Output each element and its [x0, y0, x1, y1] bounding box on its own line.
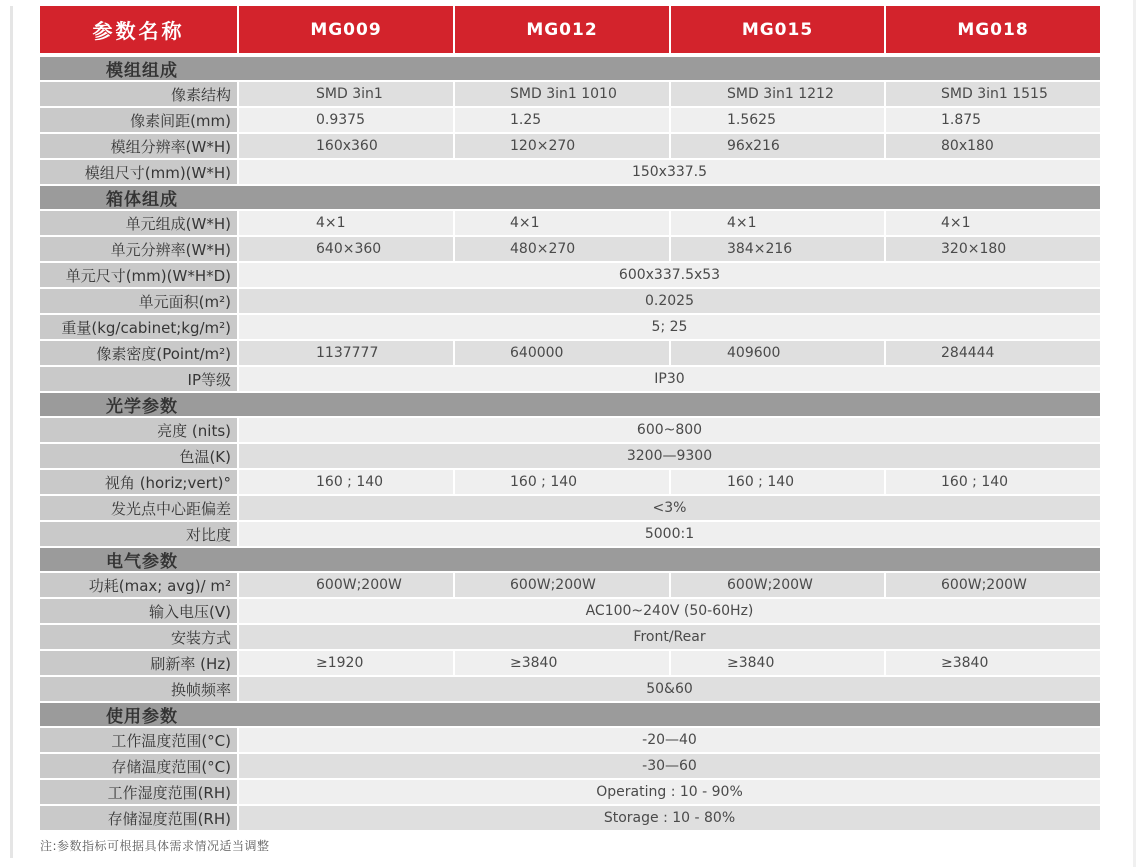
table-row: [40, 599, 1100, 623]
row-label: 像素结构: [40, 82, 237, 106]
value-cell: 160 ; 140: [886, 470, 1100, 494]
table-row: [40, 625, 1100, 649]
value-cell: 4×1: [886, 211, 1100, 235]
spec-table: [40, 6, 1100, 832]
table-row: [40, 237, 1100, 261]
footnote: 注:参数指标可根据具体需求情况适当调整: [40, 839, 270, 853]
value-cell: 640×360: [239, 237, 453, 261]
value-cell: ≥3840: [671, 651, 884, 675]
page-edge-left: [10, 6, 13, 858]
value-cell: 480×270: [455, 237, 669, 261]
value-cell: 320×180: [886, 237, 1100, 261]
value-cell: ≥3840: [886, 651, 1100, 675]
table-row: [40, 418, 1100, 442]
row-label: IP等级: [40, 367, 237, 391]
table-row: [40, 134, 1100, 158]
row-label: 安装方式: [40, 625, 237, 649]
row-label: 亮度 (nits): [40, 418, 237, 442]
merged-value-cell: 5; 25: [239, 315, 1100, 339]
table-row: [40, 780, 1100, 804]
header-model-mg015: MG015: [671, 6, 884, 53]
value-cell: SMD 3in1 1212: [671, 82, 884, 106]
row-label: 发光点中心距偏差: [40, 496, 237, 520]
value-cell: 600W;200W: [671, 573, 884, 597]
merged-value-cell: 600x337.5x53: [239, 263, 1100, 287]
value-cell: ≥1920: [239, 651, 453, 675]
row-label: 换帧频率: [40, 677, 237, 701]
value-cell: 600W;200W: [239, 573, 453, 597]
row-label: 单元组成(W*H): [40, 211, 237, 235]
table-row: [40, 315, 1100, 339]
section-title: 使用参数: [106, 707, 178, 727]
section-title: 箱体组成: [106, 190, 178, 210]
table-row: [40, 82, 1100, 106]
table-row: [40, 522, 1100, 546]
value-cell: SMD 3in1: [239, 82, 453, 106]
merged-value-cell: Operating : 10 - 90%: [239, 780, 1100, 804]
table-header-row: [40, 6, 1100, 53]
value-cell: 1.5625: [671, 108, 884, 132]
merged-value-cell: 150x337.5: [239, 160, 1100, 184]
table-row: [40, 341, 1100, 365]
table-row: [40, 728, 1100, 752]
section-header: [40, 548, 1100, 571]
value-cell: 640000: [455, 341, 669, 365]
row-label: 工作温度范围(°C): [40, 728, 237, 752]
value-cell: 4×1: [239, 211, 453, 235]
merged-value-cell: 0.2025: [239, 289, 1100, 313]
value-cell: 0.9375: [239, 108, 453, 132]
value-cell: 4×1: [671, 211, 884, 235]
section-header: [40, 57, 1100, 80]
merged-value-cell: 5000:1: [239, 522, 1100, 546]
header-param-name: 参数名称: [40, 6, 237, 53]
merged-value-cell: -30—60: [239, 754, 1100, 778]
table-row: [40, 470, 1100, 494]
merged-value-cell: 3200—9300: [239, 444, 1100, 468]
page-edge-right: [1133, 0, 1136, 867]
value-cell: 80x180: [886, 134, 1100, 158]
section-header: [40, 393, 1100, 416]
value-cell: 160 ; 140: [455, 470, 669, 494]
row-label: 输入电压(V): [40, 599, 237, 623]
section-title: 电气参数: [106, 552, 178, 572]
row-label: 色温(K): [40, 444, 237, 468]
merged-value-cell: 50&60: [239, 677, 1100, 701]
header-model-mg009: MG009: [239, 6, 453, 53]
table-body: [40, 57, 1100, 830]
section-header: [40, 186, 1100, 209]
merged-value-cell: AC100~240V (50-60Hz): [239, 599, 1100, 623]
merged-value-cell: 600~800: [239, 418, 1100, 442]
merged-value-cell: Front/Rear: [239, 625, 1100, 649]
row-label: 像素间距(mm): [40, 108, 237, 132]
value-cell: 600W;200W: [455, 573, 669, 597]
merged-value-cell: Storage : 10 - 80%: [239, 806, 1100, 830]
value-cell: SMD 3in1 1010: [455, 82, 669, 106]
row-label: 重量(kg/cabinet;kg/m²): [40, 315, 237, 339]
section-title: 模组组成: [106, 61, 178, 81]
table-row: [40, 754, 1100, 778]
merged-value-cell: <3%: [239, 496, 1100, 520]
value-cell: 409600: [671, 341, 884, 365]
table-row: [40, 211, 1100, 235]
table-row: [40, 677, 1100, 701]
value-cell: 284444: [886, 341, 1100, 365]
value-cell: 1.875: [886, 108, 1100, 132]
row-label: 像素密度(Point/m²): [40, 341, 237, 365]
value-cell: 160x360: [239, 134, 453, 158]
table-row: [40, 263, 1100, 287]
merged-value-cell: -20—40: [239, 728, 1100, 752]
row-label: 功耗(max; avg)/ m²: [40, 573, 237, 597]
value-cell: 4×1: [455, 211, 669, 235]
value-cell: 120×270: [455, 134, 669, 158]
section-title: 光学参数: [106, 397, 178, 417]
table-row: [40, 367, 1100, 391]
row-label: 模组尺寸(mm)(W*H): [40, 160, 237, 184]
table-row: [40, 160, 1100, 184]
row-label: 视角 (horiz;vert)°: [40, 470, 237, 494]
table-row: [40, 651, 1100, 675]
value-cell: 384×216: [671, 237, 884, 261]
section-header: [40, 703, 1100, 726]
row-label: 单元分辨率(W*H): [40, 237, 237, 261]
row-label: 对比度: [40, 522, 237, 546]
row-label: 模组分辨率(W*H): [40, 134, 237, 158]
value-cell: 1.25: [455, 108, 669, 132]
value-cell: ≥3840: [455, 651, 669, 675]
table-row: [40, 444, 1100, 468]
row-label: 单元尺寸(mm)(W*H*D): [40, 263, 237, 287]
table-row: [40, 496, 1100, 520]
table-row: [40, 289, 1100, 313]
header-model-mg018: MG018: [886, 6, 1100, 53]
header-model-mg012: MG012: [455, 6, 669, 53]
table-row: [40, 108, 1100, 132]
merged-value-cell: IP30: [239, 367, 1100, 391]
value-cell: 1137777: [239, 341, 453, 365]
row-label: 存储温度范围(°C): [40, 754, 237, 778]
table-row: [40, 573, 1100, 597]
row-label: 单元面积(m²): [40, 289, 237, 313]
row-label: 刷新率 (Hz): [40, 651, 237, 675]
value-cell: 160 ; 140: [239, 470, 453, 494]
value-cell: 600W;200W: [886, 573, 1100, 597]
value-cell: SMD 3in1 1515: [886, 82, 1100, 106]
value-cell: 160 ; 140: [671, 470, 884, 494]
value-cell: 96x216: [671, 134, 884, 158]
row-label: 存储湿度范围(RH): [40, 806, 237, 830]
table-row: [40, 806, 1100, 830]
row-label: 工作湿度范围(RH): [40, 780, 237, 804]
